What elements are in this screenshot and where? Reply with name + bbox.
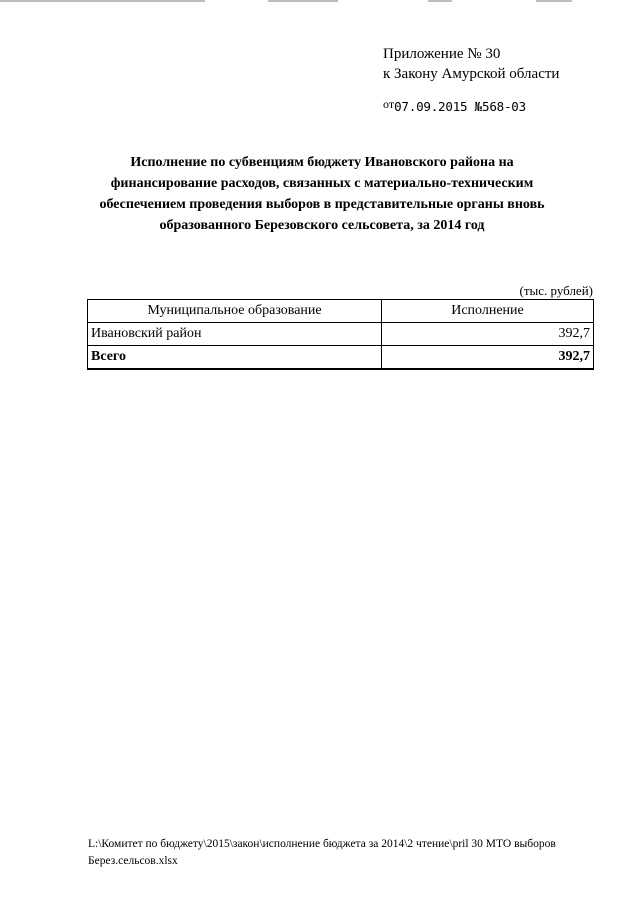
unit-label: (тыс. рублей) <box>519 283 593 298</box>
budget-table <box>87 299 594 370</box>
scan-artifact-top <box>0 0 640 3</box>
total-value: 392,7 <box>382 346 594 370</box>
appendix-number: Приложение № 30 <box>383 46 501 62</box>
file-path-footer <box>88 836 608 870</box>
header-execution: Исполнение <box>382 300 594 323</box>
appendix-block <box>383 44 559 117</box>
cell-execution: 392,7 <box>382 323 594 346</box>
table-total-row <box>88 346 594 370</box>
date-value: 07.09.2015 №568-03 <box>394 99 526 114</box>
appendix-date-line <box>383 94 559 117</box>
header-municipality: Муниципальное образование <box>88 300 382 323</box>
file-path-line-1: L:\Комитет по бюджету\2015\закон\исполнение бюджета за 2014\2 чтение\pril 30 МТО выборов <box>88 838 556 850</box>
table-header-row <box>88 300 594 323</box>
appendix-law: к Закону Амурской области <box>383 66 560 82</box>
cell-municipality: Ивановский район <box>88 323 382 346</box>
date-prefix: от <box>383 97 395 111</box>
total-label: Всего <box>88 346 382 370</box>
table-row <box>88 323 594 346</box>
document-title: Исполнение по субвенциям бюджету Ивановского района на финансирование расходов, связанных с материально-техническим обеспечением проведения выборов в представительные органы вновь образованного Березовского сельсовета, за 2014 год <box>99 155 545 233</box>
file-path-line-2: Берез.сельсов.xlsx <box>88 855 178 867</box>
